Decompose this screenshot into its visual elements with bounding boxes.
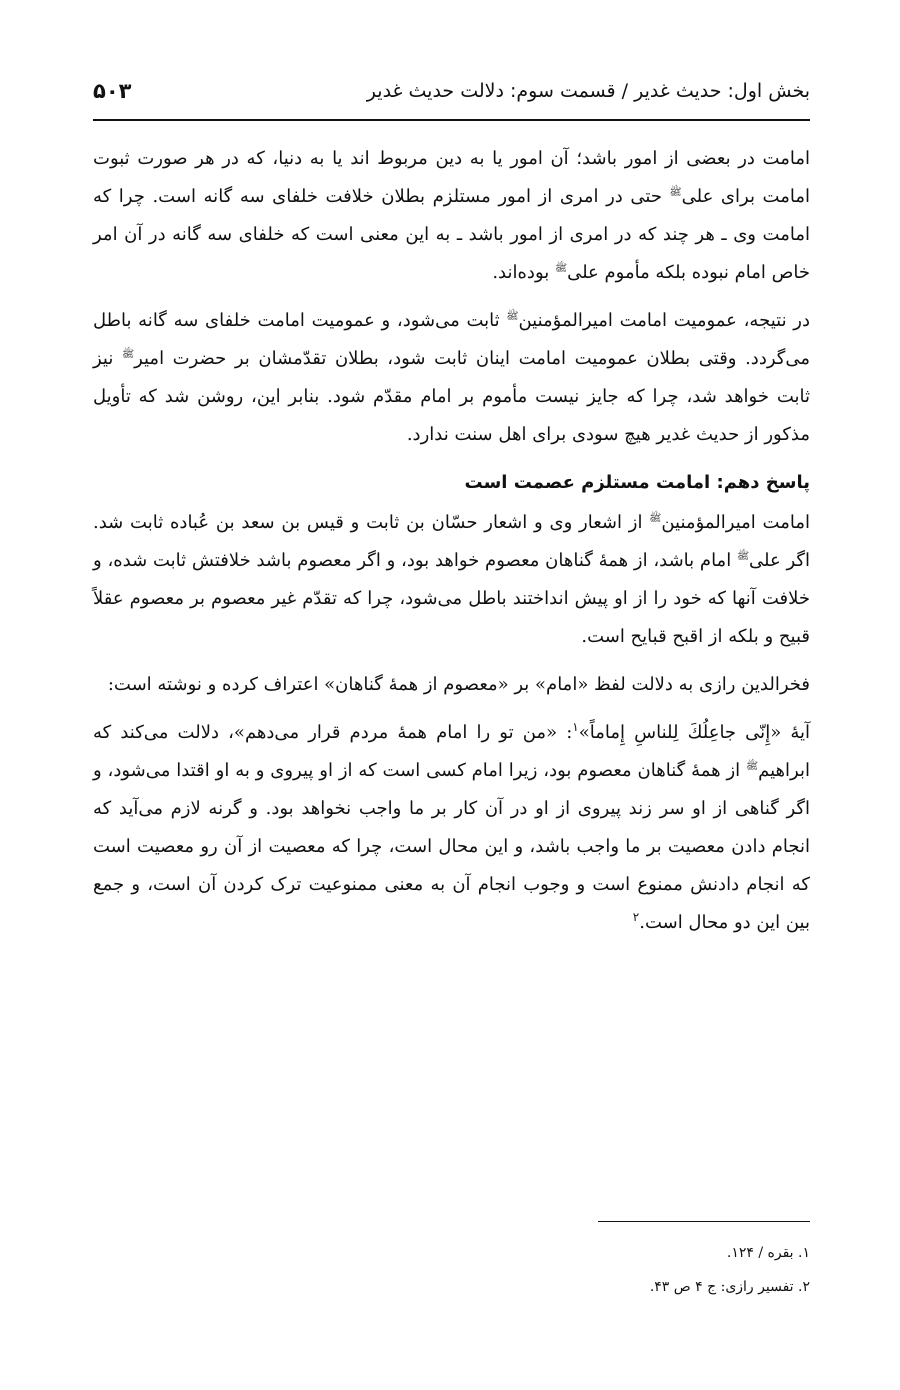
honorific-mark: ﷺ [736,551,750,562]
section-heading: پاسخ دهم: امامت مستلزم عصمت است [464,472,810,493]
quote-verse: آیهٔ «إِنّی جاعِلُكَ لِلناسِ إِماماً» [578,722,810,743]
running-title: بخش اول: حدیث غدیر / قسمت سوم: دلالت حدیث غدیر [366,80,810,102]
paragraph-4 [93,666,810,704]
honorific-mark: ﷺ [746,761,759,772]
paragraph-1-text-b: حتی در امری از امور مستلزم بطلان خلافت خلفای سه گانه است. چرا که امامت وی ـ هر چند که در امری از امور باشد ـ به این معنی است که خلفای سه گانه در آن امر خاص امام نبوده بلکه مأموم علی [93,186,810,283]
honorific-mark: ﷺ [506,311,519,322]
honorific-mark: ﷺ [669,187,682,198]
honorific-mark: ﷺ [649,513,662,524]
paragraph-3-text-b: از اشعار وی و اشعار حسّان بن ثابت و قیس بن سعد بن عُباده ثابت شد. اگر علی [93,512,810,571]
footnote-1: ۱. بقره / ۱۲۴. [726,1245,810,1261]
paragraph-3 [93,504,810,656]
page-header [93,66,810,116]
footnote-ref-1[interactable]: ۱ [572,720,579,734]
paragraph-3-text: امامت امیرالمؤمنین [661,512,810,533]
paragraph-5-quote [93,714,810,942]
paragraph-2-text-b: ثابت می‌شود، و عمومیت امامت خلفای سه گانه باطل می‌گردد. وقتی بطلان عمومیت امامت اینان ثابت شود، بطلان تقدّمشان بر حضرت امیر [93,310,810,369]
paragraph-1-text-c: بوده‌اند. [492,262,555,283]
book-page [93,0,810,1390]
page-number: ۵۰۳ [93,79,132,103]
paragraph-1 [93,140,810,292]
page-body [93,140,810,952]
footnotes [93,1236,810,1304]
paragraph-3-text-c: امام باشد، از همهٔ گناهان معصوم خواهد بود، و اگر معصوم باشد خلافتش ثابت شده، و خلافت آنها که خود را از او پیش انداختند باطل می‌شود، چرا که تقدّم غیر معصوم بر معصوم عقلاً قبیح و بلکه از اقبح قبایح است. [93,550,810,647]
paragraph-4-text: فخرالدین رازی به دلالت لفظ «امام» بر «معصوم از همهٔ گناهان» اعتراف کرده و نوشته است: [107,674,810,695]
quote-text-b: : «من تو را امام همهٔ مردم قرار می‌دهم»، دلالت می‌کند که ابراهیم [93,722,810,781]
footnote-ref-2[interactable]: ۲ [632,910,640,924]
paragraph-2 [93,302,810,454]
paragraph-2-text-c: نیز ثابت خواهد شد، چرا که جایز نیست مأموم بر امام مقدّم شود. بنابر این، روشن شد که تأویل مذکور از حدیث غدیر هیچ سودی برای اهل سنت ندارد. [93,348,810,445]
footnote-rule [598,1221,810,1222]
honorific-mark: ﷺ [554,263,568,274]
quote-text-c: از همهٔ گناهان معصوم بود، زیرا امام کسی است که از او پیروی و به او اقتدا می‌شود، و اگر گناهی از او سر زند پیروی از او در آن کار بر ما واجب نخواهد بود. و گرنه لازم می‌آید که انجام دادن معصیت بر ما واجب باشد، و این محال است، چرا که معصیت از آن رو معصیت است که انجام دادنش ممنوع است و وجوب انجام آن به معنی ممنوعیت ترک کردن آن است، و جمع بین این دو محال است. [93,760,810,933]
footnote-2: ۲. تفسیر رازی: ج ۴ ص ۴۳. [649,1279,810,1295]
paragraph-2-text: در نتیجه، عمومیت امامت امیرالمؤمنین [518,310,810,331]
header-rule [93,119,810,121]
honorific-mark: ﷺ [121,349,135,360]
paragraph-1-text: امامت در بعضی از امور باشد؛ آن امور یا به دین مربوط اند یا به دنیا، که در هر صورت ثبوت امامت برای علی [93,148,810,207]
